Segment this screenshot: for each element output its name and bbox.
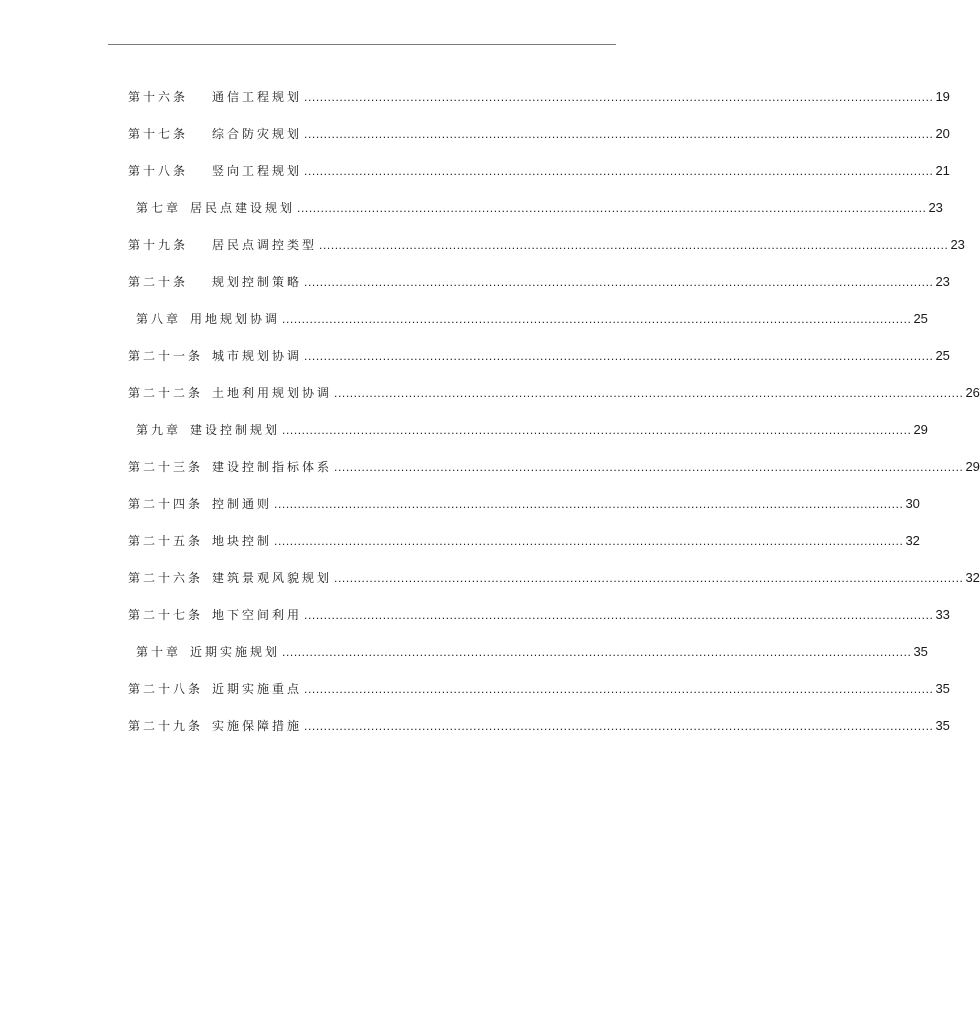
dot-leader: ................................................................................................................................................................: [334, 460, 964, 474]
toc-entry-page-number: 25: [935, 348, 950, 363]
toc-entry-title: 控制通则: [212, 497, 273, 511]
toc-entry-page-number: 33: [935, 607, 950, 622]
toc-entry-title: 竖向工程规划: [212, 164, 303, 178]
toc-entry-page-number: 23: [950, 237, 965, 252]
dot-leader: ................................................................................................................................................................: [334, 386, 964, 400]
toc-entry-number: 第二十七条: [128, 608, 204, 622]
toc-entry-page-number: 35: [913, 644, 928, 659]
toc-entry-title: 居民点调控类型: [212, 238, 318, 252]
toc-entry-title: 建筑景观风貌规划: [212, 571, 333, 585]
dot-leader: ................................................................................................................................................................: [304, 127, 934, 141]
toc-entry-number: 第十九条: [128, 238, 189, 252]
toc-entry-number: 第九章: [136, 423, 182, 437]
toc-entry-title: 规划控制策略: [212, 275, 303, 289]
dot-leader: ................................................................................................................................................................: [282, 423, 912, 437]
toc-entry-number: 第二十六条: [128, 571, 204, 585]
toc-entry-number: 第二十四条: [128, 497, 204, 511]
toc-chapter-entry[interactable]: [136, 642, 928, 662]
toc-entry-title: 土地利用规划协调: [212, 386, 333, 400]
toc-entry-page-number: 32: [905, 533, 920, 548]
toc-article-entry[interactable]: [128, 272, 950, 292]
dot-leader: ................................................................................................................................................................: [304, 90, 934, 104]
toc-entry-page-number: 25: [913, 311, 928, 326]
toc-entry-number: 第二十八条: [128, 682, 204, 696]
toc-entry-title: 地下空间利用: [212, 608, 303, 622]
toc-entry-title: 地块控制: [212, 534, 273, 548]
toc-entry-title: 用地规划协调: [190, 312, 281, 326]
toc-entry-number: 第七章: [136, 201, 182, 215]
toc-entry-page-number: 35: [935, 681, 950, 696]
dot-leader: ................................................................................................................................................................: [319, 238, 949, 252]
toc-entry-number: 第十章: [136, 645, 182, 659]
toc-article-entry[interactable]: [128, 605, 950, 625]
toc-entry-number: 第二十三条: [128, 460, 204, 474]
toc-entry-number: 第二十九条: [128, 719, 204, 733]
toc-article-entry[interactable]: [128, 568, 980, 588]
dot-leader: ................................................................................................................................................................: [304, 682, 934, 696]
toc-article-entry[interactable]: [128, 457, 980, 477]
dot-leader: ................................................................................................................................................................: [334, 571, 964, 585]
dot-leader: ................................................................................................................................................................: [304, 275, 934, 289]
toc-entry-number: 第二十一条: [128, 349, 204, 363]
toc-entry-page-number: 32: [965, 570, 980, 585]
toc-entry-title: 城市规划协调: [212, 349, 303, 363]
toc-entry-page-number: 35: [935, 718, 950, 733]
toc-article-entry[interactable]: [128, 383, 980, 403]
toc-article-entry[interactable]: [128, 494, 920, 514]
dot-leader: ................................................................................................................................................................: [304, 719, 934, 733]
dot-leader: ................................................................................................................................................................: [274, 534, 904, 548]
toc-entry-title: 建设控制指标体系: [212, 460, 333, 474]
toc-entry-number: 第十七条: [128, 127, 189, 141]
toc-article-entry[interactable]: [128, 531, 920, 551]
toc-entry-page-number: 20: [935, 126, 950, 141]
toc-entry-page-number: 30: [905, 496, 920, 511]
toc-chapter-entry[interactable]: [136, 420, 928, 440]
toc-entry-page-number: 26: [965, 385, 980, 400]
toc-entry-page-number: 23: [935, 274, 950, 289]
toc-entry-number: 第十六条: [128, 90, 189, 104]
toc-entry-number: 第二十条: [128, 275, 189, 289]
toc-chapter-entry[interactable]: [136, 309, 928, 329]
toc-entry-page-number: 19: [935, 89, 950, 104]
dot-leader: ................................................................................................................................................................: [297, 201, 927, 215]
toc-entry-page-number: 29: [965, 459, 980, 474]
dot-leader: ................................................................................................................................................................: [304, 164, 934, 178]
toc-entry-title: 通信工程规划: [212, 90, 303, 104]
toc-article-entry[interactable]: [128, 161, 950, 181]
dot-leader: ................................................................................................................................................................: [304, 349, 934, 363]
toc-chapter-entry[interactable]: [136, 198, 943, 218]
toc-entry-page-number: 23: [928, 200, 943, 215]
dot-leader: ................................................................................................................................................................: [274, 497, 904, 511]
toc-entry-title: 实施保障措施: [212, 719, 303, 733]
toc-entry-number: 第十八条: [128, 164, 189, 178]
toc-article-entry[interactable]: [128, 235, 965, 255]
toc-entry-page-number: 21: [935, 163, 950, 178]
toc-entry-title: 建设控制规划: [190, 423, 281, 437]
toc-article-entry[interactable]: [128, 716, 950, 736]
toc-entry-number: 第二十五条: [128, 534, 204, 548]
toc-entry-title: 综合防灾规划: [212, 127, 303, 141]
toc-entry-title: 居民点建设规划: [190, 201, 296, 215]
toc-entry-title: 近期实施重点: [212, 682, 303, 696]
dot-leader: ................................................................................................................................................................: [282, 312, 912, 326]
toc-entry-number: 第八章: [136, 312, 182, 326]
dot-leader: ................................................................................................................................................................: [282, 645, 912, 659]
toc-entry-title: 近期实施规划: [190, 645, 281, 659]
toc-article-entry[interactable]: [128, 346, 950, 366]
toc-article-entry[interactable]: [128, 679, 950, 699]
toc-entry-page-number: 29: [913, 422, 928, 437]
toc-article-entry[interactable]: [128, 124, 950, 144]
toc-entry-number: 第二十二条: [128, 386, 204, 400]
toc-article-entry[interactable]: [128, 87, 950, 107]
header-rule: [108, 44, 616, 45]
dot-leader: ................................................................................................................................................................: [304, 608, 934, 622]
